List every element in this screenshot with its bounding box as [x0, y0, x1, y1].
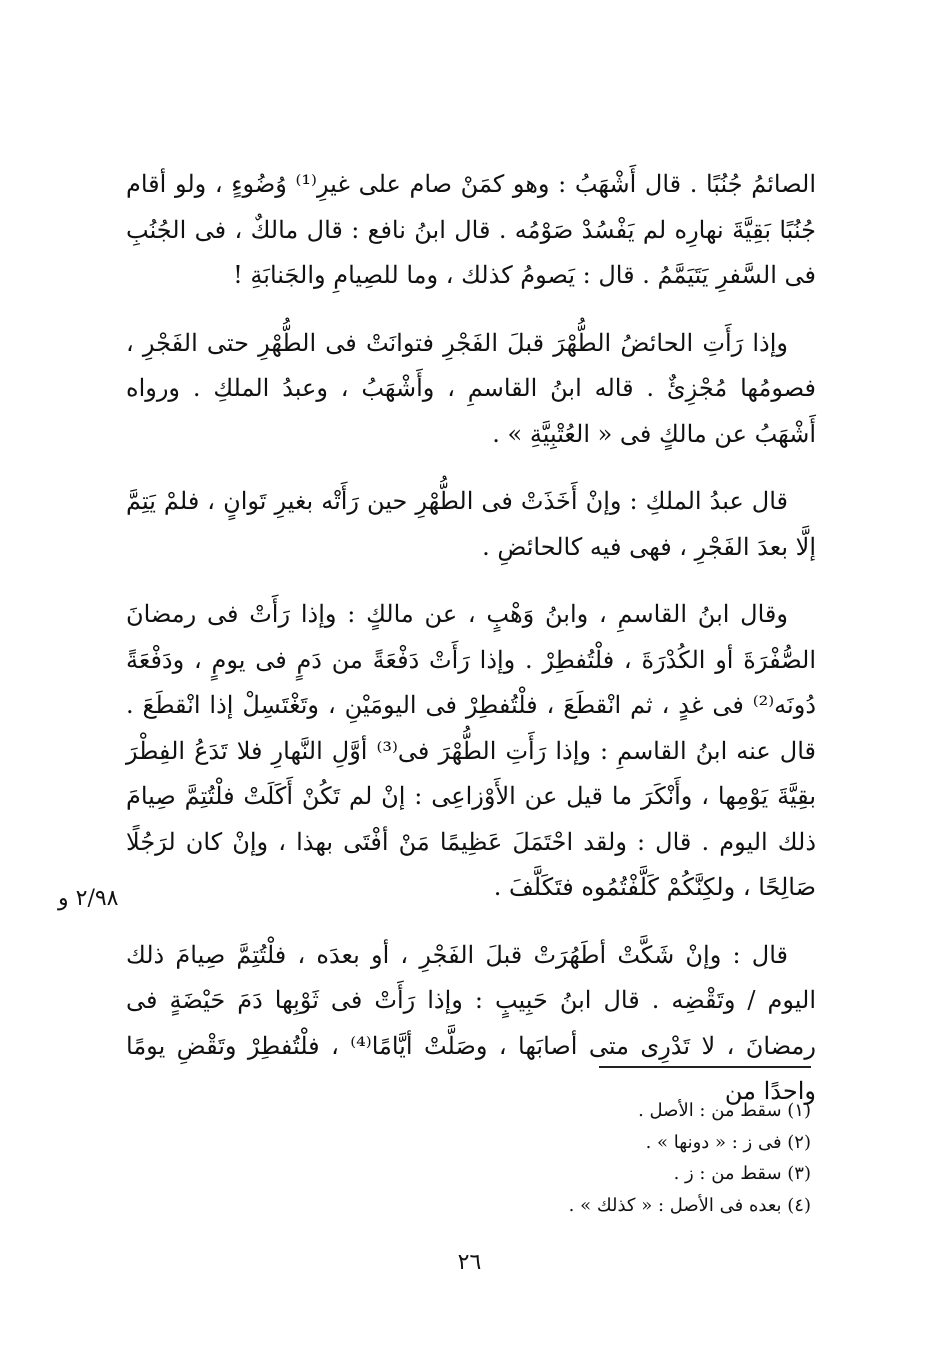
paragraph-3: قال عبدُ الملكِ : وإنْ أَخَذَتْ فى الطُّهْرِ حين رَأَتْه بغيرِ تَوانٍ ، فلمْ يَتِمَّ إلَّا بعدَ الفَجْرِ ، فهى فيه كالحائضِ .: [126, 487, 816, 561]
footnote-divider: [599, 1066, 811, 1068]
footnotes: [291, 1095, 811, 1221]
footnote-2: (٢) فى ز : « دونها » .: [645, 1131, 811, 1153]
page-number: ٢٦: [457, 1250, 482, 1275]
footnote-1: (١) سقط من : الأصل .: [638, 1100, 811, 1121]
paragraph-5: قال : وإنْ شَكَّتْ أطَهُرَتْ قبلَ الفَجْرِ ، أو بعدَه ، فلْتُتِمَّ صِيامَ ذلك اليوم / وتَقْضِه . قال ابنُ حَبِيبٍ : وإذا رَأَتْ فى ثَوْبِها دَمَ حَيْضَةٍ فى رمضانَ ، لا تَدْرِى متى أصابَها ، وصَلَّتْ أيَّامًا⁽⁴⁾ ، فلْتُفطِرْ وتَقْضِ يومًا واحدًا من: [126, 940, 817, 1105]
footnote-3: (٣) سقط من : ز .: [673, 1163, 811, 1184]
main-text: [126, 162, 816, 1137]
footnote-4: (٤) بعده فى الأصل : « كذلك » .: [568, 1194, 811, 1216]
manuscript-folio-marker: ٢/٩٨ و: [58, 886, 119, 911]
paragraph-2: وإذا رَأَتِ الحائضُ الطُّهْرَ قبلَ الفَجْرِ فتوانَتْ فى الطُّهْرِ حتى الفَجْرِ ، فصومُها مُجْزِئٌ . قاله ابنُ القاسمِ ، وأَشْهَبُ ، وعبدُ الملكِ . ورواه أَشْهَبُ عن مالكٍ فى « العُتْبِيَّةِ » .: [126, 328, 816, 448]
paragraph-4: وقال ابنُ القاسمِ ، وابنُ وَهْبٍ ، عن مالكٍ : وإذا رَأَتْ فى رمضانَ الصُّفْرَةَ أو الكُدْرَةَ ، فلْتُفطِرْ . وإذا رَأَتْ دَفْعَةً من دَمٍ فى يومٍ ، ودَفْعَةً دُونَه⁽²⁾ فى غدٍ ، ثم انْقطَعَ ، فلْتُفطِرْ فى اليومَيْنِ ، وتَغْتَسِلْ إذا انْقطَعَ . قال عنه ابنُ القاسمِ : وإذا رَأَتِ الطُّهْرَ فى⁽³⁾ أوَّلِ النَّهارِ فلا تَدَعُ الفِطْرَ بقِيَّةَ يَوْمِها ، وأَنْكَرَ ما قيل عن الأَوْزاعِى : إنْ لم تَكُنْ أَكَلَتْ فلْتُتِمَّ صِيامَ ذلك اليوم . قال : ولقد احْتَمَلَ عَظِيمًا مَنْ أفْتَى بهذا ، وإنْ كان لرَجُلًا صَالِحًا ، ولكِنَّكُمْ كَلَّفْتُمُوه فتَكَلَّفَ .: [126, 600, 816, 901]
paragraph-1: الصائمُ جُنُبًا . قال أَشْهَبُ : وهو كمَنْ صام على غيرِ⁽¹⁾ وُضُوءٍ ، ولو أقام جُنُبًا بَقِيَّةَ نهارِه لم يَفْسُدْ صَوْمُه . قال ابنُ نافع : قال مالكٌ ، فى الجُنُبِ فى السَّفرِ يَتَيَمَّمُ . قال : يَصومُ كذلك ، وما للصِيامِ والجَنابَةِ !: [126, 170, 817, 289]
